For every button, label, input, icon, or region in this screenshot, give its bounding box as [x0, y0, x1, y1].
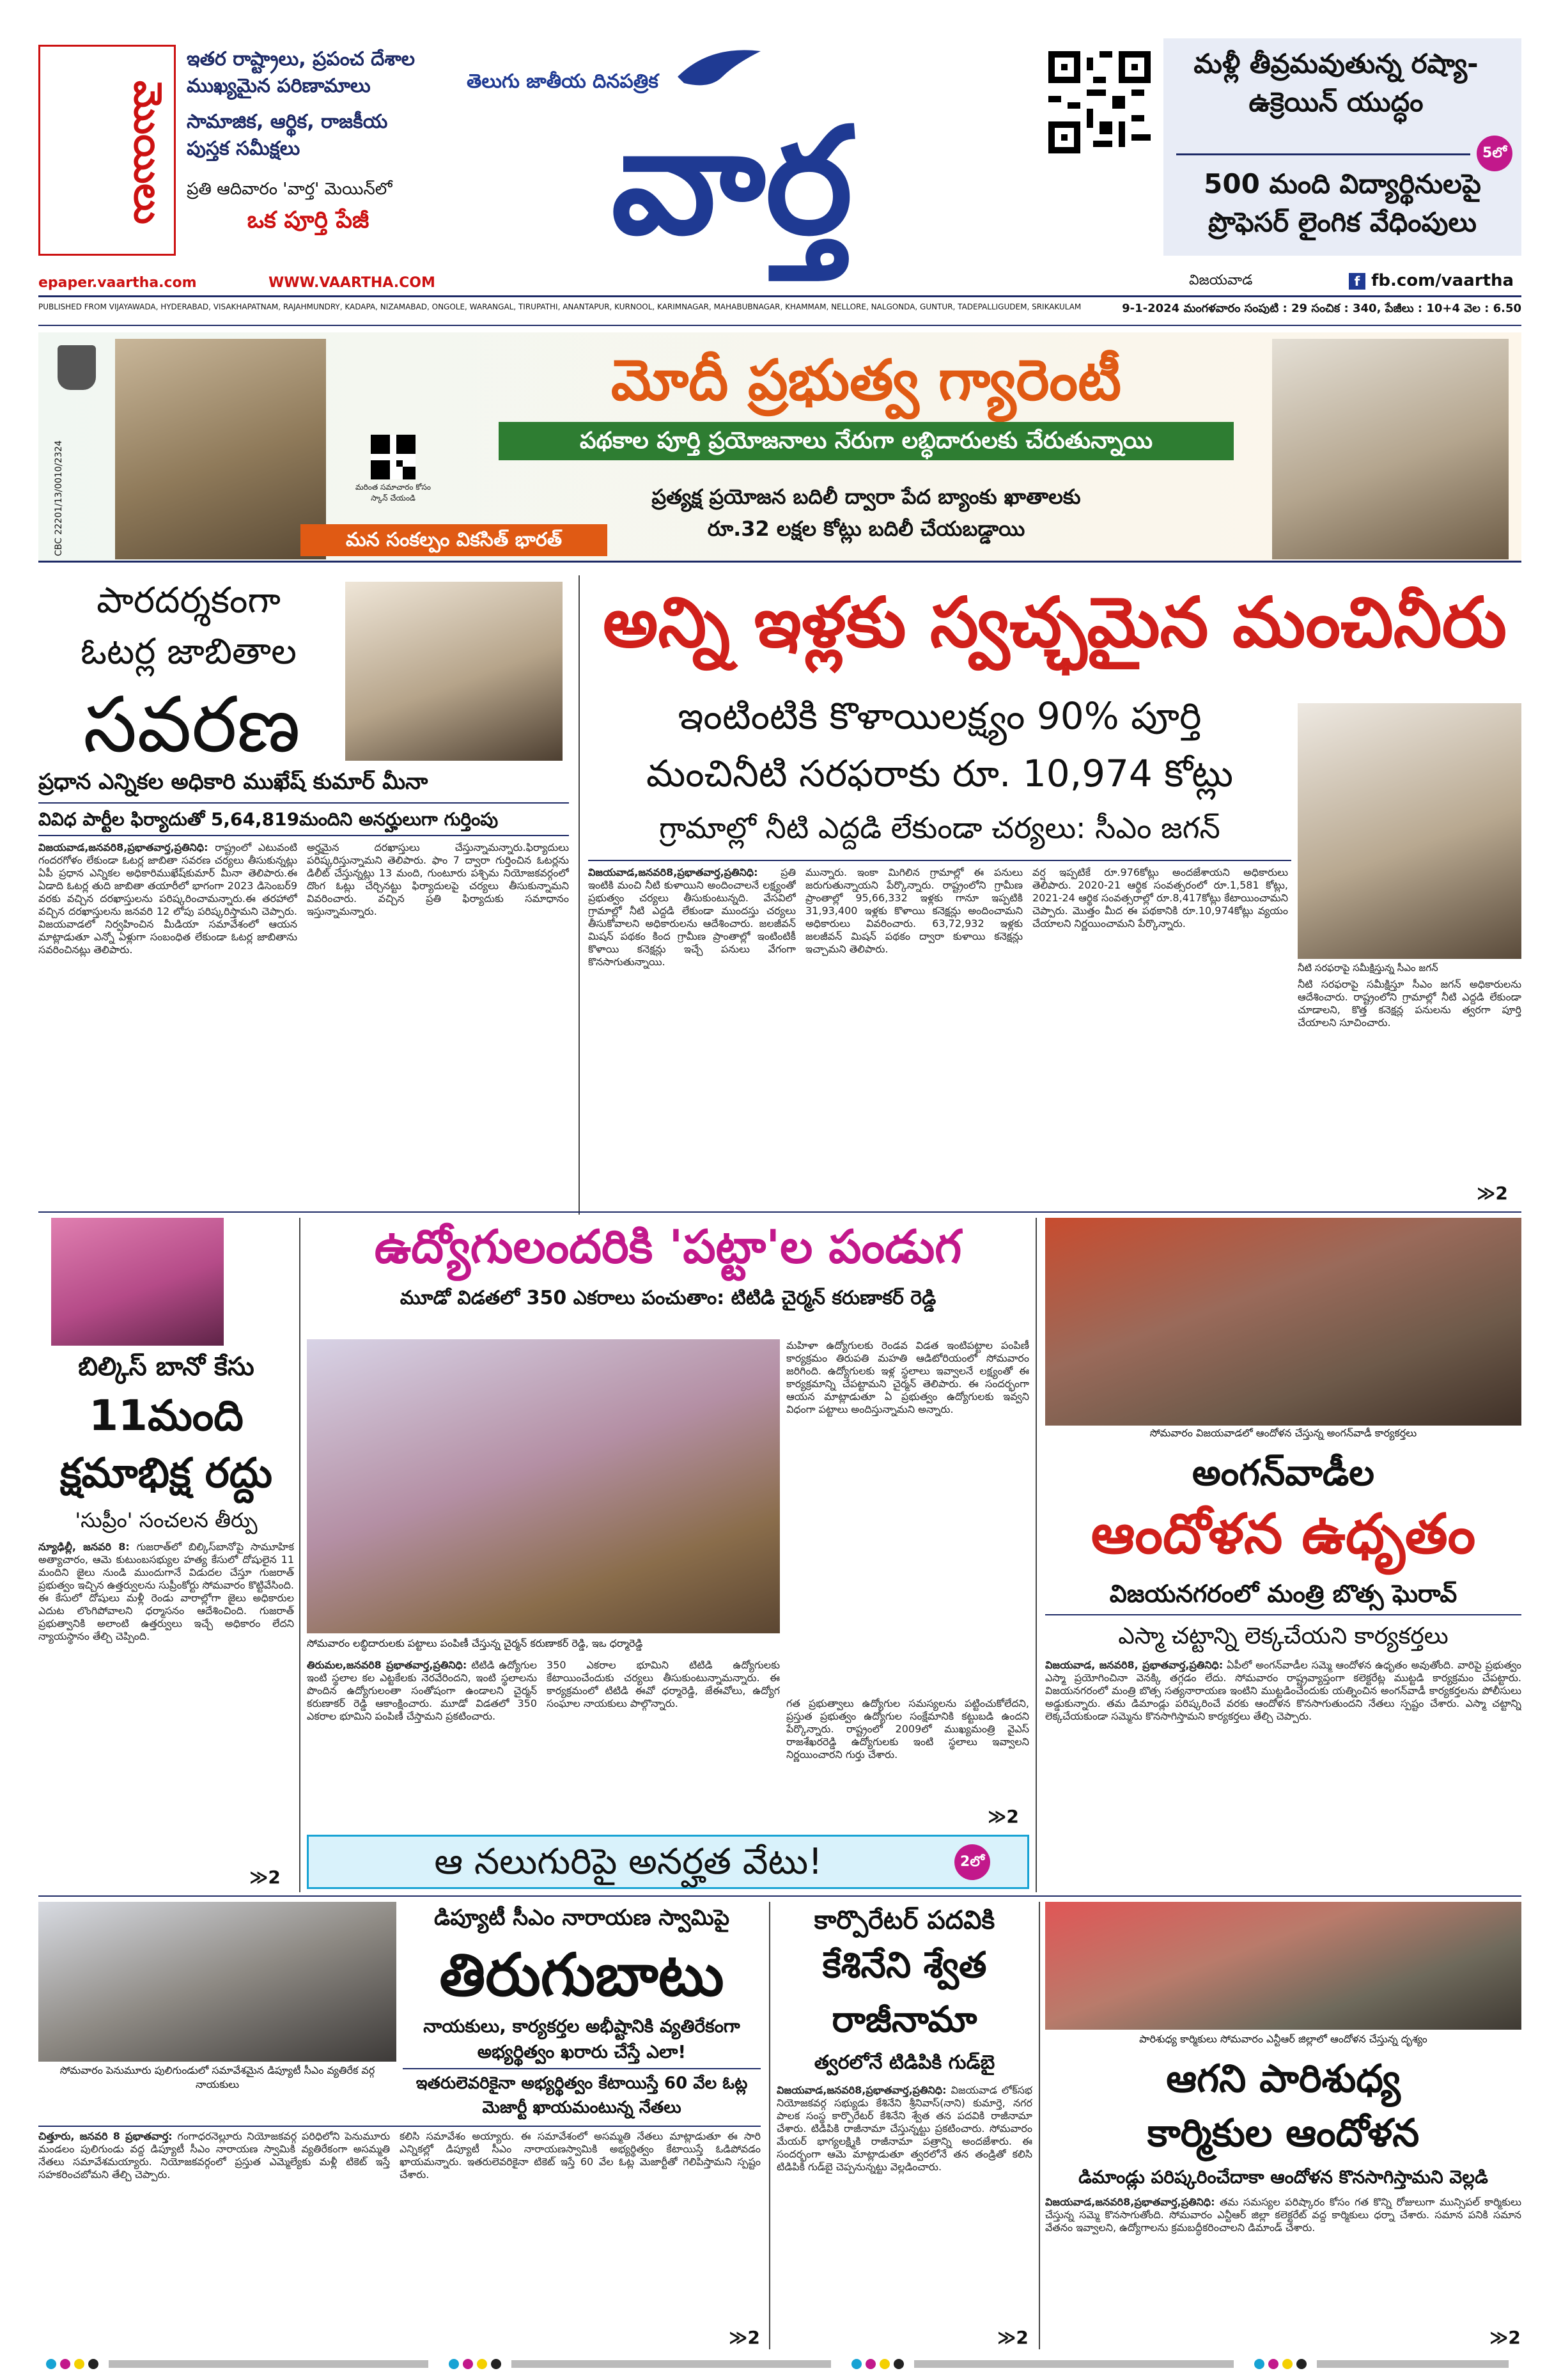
ear-right-page-badge: 5లో [1477, 136, 1512, 171]
ear-right-divider [1176, 153, 1470, 155]
banner-text: ఆ నలుగురిపై అనర్హత వేటు! [434, 1841, 823, 1883]
ear-left-highlight: ఒక పూర్తి పేజీ [247, 207, 369, 233]
ear-left [38, 38, 428, 256]
website-link[interactable]: WWW.VAARTHA.COM [268, 275, 435, 291]
bilkis-photo [51, 1218, 224, 1346]
bilkis-headline-2: క్షమాభిక్ష రద్దు [60, 1450, 272, 1497]
anganwadi-deck-1: విజయనగరంలో మంత్రి బొత్స ఘెరావ్ [1109, 1580, 1457, 1608]
voters-body-col-2: అర్హమైన దరఖాస్తులు చేస్తున్నామన్నారు.ఫిర్యాదులు పరిష్కరిస్తున్నామని తెలిపారు. ఫాం 7 ద్వారా గుర్తించిన ఓటర్లను డిలీట్ చేస్తున్నట్లు 13 మంది, గుంటూరు పశ్చిమ నియోజకవర్గంలో దొంగ ఓట్లు చేర్చినట్టు ఫిర్యాదులపై చర్యలు తీసుకున్నామని వివరించారు. వచ్చిన ప్రతి ఫిర్యాదుకు సమాధానం ఇస్తున్నామన్నారు. [307, 841, 569, 917]
pattalu-deck: మూడో విడతలో 350 ఎకరాలు పంచుతాం: టిటిడి చైర్మన్ కరుణాకర్ రెడ్డి [400, 1287, 936, 1309]
narayana-caption: సోమవారం పెనుమూరు పులిగుండులో సమావేశమైన డిప్యూటీ సీఎం వ్యతిరేక వర్గ నాయకులు [59, 2064, 375, 2090]
bilkis-body [38, 1541, 294, 1889]
voters-deck: వివిధ పార్టీల ఫిర్యాదుతో 5,64,819మందిని అనర్హులుగా గుర్తింపు [38, 809, 499, 830]
ear-right-item-2[interactable]: 500 మంది విద్యార్థినులపై ప్రొఫెసర్ లైంగిక వేధింపులు [1204, 168, 1481, 238]
swetha-body [777, 2084, 1032, 2346]
voters-kicker-1: పారదర్శకంగా [97, 580, 281, 621]
narayana-text-1: గంగాధరనెల్లూరు నియోజకవర్గ పరిధిలోని పెనుమూరు మండలం పులిగుండు వద్ద డిప్యూటీ సీఎం నారాయణ స్వామికి వ్యతిరేకంగా అసమ్మతి నేతలు సమావేశమయ్యారు. నియోజకవర్గంలో ప్రస్తుత ఎమ్మెల్యేకు మళ్లీ టికెట్ ఇస్తే సహకరించబోమని తేల్చి చెప్పారు. [38, 2130, 390, 2181]
water-text-1: ప్రతి ఇంటికి మంచి నీటి కుళాయిని అందించాలనే లక్ష్యంతో ప్రభుత్వం చర్యలు తీసుకుంటున్నది. వేసవిలో గ్రామాల్లో నీటి ఎద్దడి లేకుండా ముందస్తు చర్యలు తీసుకోవాలని అధికారులను ఆదేశించారు. జలజీవన్ మిషన్ పథకం కింద గ్రామీణ ప్రాంతాల్లో ఇంటింటికీ కొళాయి కనెక్షన్లు ఇచ్చే పనులు వేగంగా కొనసాగుతున్నాయి. [588, 866, 796, 968]
water-headline: అన్ని ఇళ్లకు స్వచ్ఛమైన మంచినీరు [603, 583, 1507, 663]
dove-icon [671, 38, 767, 102]
water-rule [588, 860, 1291, 861]
edition-city: విజయవాడ [1189, 272, 1253, 288]
pattalu-photo [307, 1339, 780, 1633]
ad-photo-woman [115, 339, 326, 559]
ear-left-line-2: సామాజిక, ఆర్థిక, రాజకీయ పుస్తక సమీక్షలు [187, 111, 388, 160]
ear-right-item-1[interactable]: మళ్లీ తీవ్రమవుతున్న రష్యా-ఉక్రెయిన్ యుద్ధం [1193, 48, 1479, 118]
pattalu-text-1: టిటిడి ఉద్యోగుల ఇంటి స్థలాల కల ఎట్టకేలకు నెరవేరిందని, ఇంటి స్థలాలను పొందిన ఉద్యోగులంతా సంతోషంగా ఉండాలని చైర్మన్ కరుణాకర్ రెడ్డి ఆకాంక్షించారు. మూడో విడతలో 350 ఎకరాల భూమిని పంపిణీ చేస్తామని ప్రకటించారు. [307, 1659, 537, 1722]
masthead-rule-bottom [38, 325, 1521, 326]
ear-left-line-1: ఇతర రాష్ట్రాలు, ప్రపంచ దేశాల ముఖ్యమైన పరిణామాలు [187, 48, 416, 97]
sanitation-dateline: విజయవాడ,జనవరి8,ప్రభాతవార్త,ప్రతినిధి: [1045, 2196, 1215, 2208]
narayana-rule-2 [38, 2126, 761, 2127]
anganwadi-headline: ఆందోళన ఉధృతం [1091, 1502, 1476, 1566]
sanitation-photo [1045, 1902, 1521, 2030]
narayana-photo [38, 1902, 396, 2062]
voters-dateline: విజయవాడ,జనవరి8,ప్రభాతవార్త,ప్రతినిధి: [38, 841, 208, 853]
ear-right [1163, 38, 1521, 256]
epaper-link[interactable]: epaper.vaartha.com [38, 275, 197, 291]
swetha-deck: త్వరలోనే టిడిపికి గుడ్‌బై [814, 2051, 995, 2074]
water-dateline: విజయవాడ,జనవరి8,ప్రభాతవార్త,ప్రతినిధి: [588, 866, 758, 878]
ear-left-line-3: ప్రతి ఆదివారం 'వార్త' మెయిన్‌లో [187, 180, 392, 199]
column-rule-5 [1039, 1902, 1040, 2349]
water-deck-2: మంచినీటి సరఫరాకు రూ. 10,974 కోట్లు [646, 752, 1234, 795]
ad-qr-icon [371, 435, 416, 479]
published-from: PUBLISHED FROM VIJAYAWADA, HYDERABAD, VISAKHAPATNAM, RAJAHMUNDRY, KADAPA, NIZAMABAD, ONGOLE, WARANGAL, TIRUPATHI, ANANTAPUR, KURNOOL, KARIMNAGAR, MAHABUBNAGAR, KHAMMAM, NELLORE, NALGONDA, GUNTUR, TADEPALLIGUDEM, SRIKAKULAM [38, 302, 1082, 311]
sanitation-deck: డిమాండ్లు పరిష్కరించేదాకా ఆందోళన కొనసాగిస్తామని వెల్లడి [1078, 2166, 1488, 2188]
voters-text-1: రాష్ట్రంలో ఎటువంటి గందరగోళం లేకుండా ఓటర్ల జాబితా సవరణ చర్యలు తీసుకున్నట్లు ఏపీ ప్రధాన ఎన్నికల అధికారిముఖేష్‌కుమార్ మీనా తెలిపారు.ఈ ఏడాది ఓటర్ల తుది జాబితా తయారీలో భాగంగా 2023 డిసెంబర్‌9 వరకు వచ్చిన దరఖాస్తులను పరిష్కరించామన్నారు.ఈ తరహాలో వచ్చిన దరఖాస్తులను జనవరి 12 లోపు పరిష్కరిస్తామని చెప్పారు. విజయవాడలో నిర్వహించిన మీడియా సమావేశంలో ఆయన మాట్లాడుతూ ఎన్నో ఏళ్లుగా సంబంధిత లేకుండా ఓటర్ల జాబితాను సవరించినట్లు తెలిపారు. [38, 841, 297, 956]
anganwadi-body [1045, 1659, 1521, 1892]
water-deck-1: ఇంటింటికి కొళాయిలక్ష్యం 90% పూర్తి [678, 694, 1202, 738]
water-body-col-4: నీటి సరఫరాపై సమీక్షిస్తూ సీఎం జగన్ అధికారులను ఆదేశించారు. రాష్ట్రంలోని గ్రామాల్లో నీటి ఎద్దడి లేకుండా చూడాలని, కొత్త కనెక్షన్ల పనులను త్వరగా పూర్తి చేయాలని సూచించారు. [1298, 978, 1521, 1029]
narayana-kicker: డిప్యూటీ సీఎం నారాయణ స్వామిపై [433, 1905, 730, 1931]
swetha-dateline: విజయవాడ,జనవరి8,ప్రభాతవార్త,ప్రతినిధి: [777, 2084, 947, 2096]
swetha-continued-link[interactable]: ≫2 [997, 2327, 1029, 2348]
registration-marks [38, 2358, 1521, 2370]
narayana-body-col-1 [38, 2130, 390, 2347]
swetha-headline-1: కేశినేని శ్వేత [822, 1945, 987, 1986]
registration-dots-left [46, 2359, 98, 2369]
voters-rule [38, 802, 569, 804]
voters-subhead: ప్రధాన ఎన్నికల అధికారి ముఖేష్ కుమార్ మీనా [38, 769, 428, 795]
ear-left-brand: మొయిలు [125, 80, 170, 224]
column-rule-4 [769, 1902, 770, 2349]
anganwadi-deck-2: ఎస్మా చట్టాన్ని లెక్కచేయని కార్యకర్తలు [1118, 1623, 1449, 1649]
narayana-headline: తిరుగుబాటు [439, 1941, 724, 2009]
registration-marks-svg [38, 2358, 1521, 2370]
water-continued-link[interactable]: ≫2 [1477, 1183, 1508, 1204]
bilkis-text: గుజరాత్‌లో బిల్కిస్‌బానోపై సామూహిక అత్యాచారం, ఆమె కుటుంబసభ్యుల హత్య కేసులో దోషులైన 11 మందిని జైలు నుండి ముందుగానే విడుదల చేస్తూ గుజరాత్ ప్రభుత్వం ఇచ్చిన ఉత్తర్వులను సుప్రీంకోర్టు సోమవారం కొట్టివేసింది. ఈ కేసులో దోషులు మళ్లీ రెండు వారాల్లోగా జైలు అధికారుల ఎదుట లొంగిపోవాలని ధర్మాసనం ఆదేశించింది. గుజరాత్ ప్రభుత్వానికి అలాంటి ఉత్తర్వులు ఇచ్చే అధికారం లేదని న్యాయస్థానం తేల్చి చెప్పింది. [38, 1541, 294, 1642]
section-rule-1 [38, 1211, 1521, 1213]
swetha-text: విజయవాడ లోక్‌సభ నియోజకవర్గ సభ్యుడు కేశినేని శ్రీనివాస్(నాని) కుమార్తె, నగర పాలక సంస్థ కార్పొరేటర్ కేశినేని శ్వేత తన పదవికి రాజీనామా చేశారు. టిడిపికి రాజీనామా చేస్తున్నట్టు ప్రకటించారు. సోమవారం మేయర్ భాగ్యలక్ష్మికి రాజీనామా పత్రాన్ని అందజేశారు. ఈ సందర్భంగా ఆమె మాట్లాడుతూ త్వరలోనే తన తండ్రితో కలిసి టిడిపికి గుడ్‌బై చెప్పనున్నట్టు వెల్లడించారు. [777, 2084, 1032, 2173]
ad-emblem-icon [58, 345, 96, 390]
narayana-dateline: చిత్తూరు, జనవరి 8 ప్రభాతవార్త: [38, 2130, 173, 2142]
facebook-link[interactable] [1349, 271, 1514, 290]
voters-photo-meena [345, 582, 563, 761]
bilkis-kicker: బిల్కిస్ బానో కేసు [78, 1352, 254, 1381]
water-deck-3: గ్రామాల్లో నీటి ఎద్దడి లేకుండా చర్యలు: సీఎం జగన్ [659, 811, 1220, 845]
sanitation-caption: పారిశుధ్య కార్మికులు సోమవారం ఎన్టీఆర్ జిల్లాలో ఆందోళన చేస్తున్న దృశ్యం [1139, 2033, 1427, 2045]
ad-line-2: రూ.32 లక్షల కోట్లు బదిలీ చేయబడ్డాయి [707, 517, 1025, 541]
sanitation-headline-2: కార్మికుల ఆందోళన [1147, 2111, 1420, 2156]
narayana-continued-link[interactable]: ≫2 [729, 2327, 760, 2348]
pattalu-caption: సోమవారం లబ్ధిదారులకు పట్టాలు పంపిణీ చేస్తున్న చైర్మన్ కరుణాకర్ రెడ్డి, ఇఒ ధర్మారెడ్డి [307, 1637, 643, 1649]
pattalu-headline: ఉద్యోగులందరికి 'పట్టా'ల పండుగ [374, 1220, 962, 1273]
ear-left-brand-box [38, 45, 176, 256]
narayana-deck-2: ఇతరులెవరికైనా అభ్యర్థిత్వం కేటాయిస్తే 60 వేల ఓట్ల మెజార్టీ ఖాయమంటున్న నేతలు [416, 2074, 748, 2117]
masthead-tagline: తెలుగు జాతీయ దినపత్రిక [467, 70, 658, 93]
facebook-handle: fb.com/vaartha [1371, 271, 1514, 290]
ad-subtitle: పథకాల పూర్తి ప్రయోజనాలు నేరుగా లబ్ధిదారులకు చేరుతున్నాయి [499, 422, 1234, 460]
qr-code-icon[interactable] [1048, 51, 1151, 153]
anganwadi-photo [1045, 1218, 1521, 1426]
water-caption: నీటి సరఫరాపై సమీక్షిస్తున్న సీఎం జగన్ [1298, 962, 1438, 974]
bilkis-dateline: న్యూఢిల్లీ, జనవరి 8: [38, 1541, 130, 1553]
column-rule-1 [579, 575, 580, 1215]
pattalu-continued-link[interactable]: ≫2 [988, 1806, 1019, 1827]
sanitation-headline-1: ఆగని పారిశుధ్య [1166, 2057, 1401, 2101]
anganwadi-caption: సోమవారం విజయవాడలో ఆందోళన చేస్తున్న అంగన్‌వాడీ కార్యకర్తలు [1149, 1427, 1417, 1439]
narayana-body-col-2: కలిసి సమావేశం అయ్యారు. ఈ సమావేశంలో అసమ్మతి నేతలు మాట్లాడుతూ ఈ సారి ఎన్నికల్లో డిప్యూటీ సీఎం నారాయణస్వామికి అభ్యర్థిత్వం కేటాయిస్తే ఓడిపోవడం ఖాయమన్నారు. ఇతరులెవరికైనా టికెట్ ఇస్తే 60 వేల ఓట్ల మెజార్టీతో గెలిపిస్తామని స్పష్టం చేశారు. [400, 2130, 761, 2181]
sanitation-text: తమ సమస్యల పరిష్కారం కోసం గత కొన్ని రోజులుగా మున్సిపల్ కార్మికులు చేస్తున్న సమ్మె కొనసాగుతోంది. సోమవారం ఎన్టీఆర్ జిల్లా కలెక్టరేట్ వద్ద కార్మికులు ధర్నా చేశారు. సమాన పనికి సమాన వేతనం ఇవ్వాలని, ఉద్యోగాలను క్రమబద్ధీకరించాలని డిమాండ్ చేశారు. [1045, 2196, 1521, 2234]
swetha-kicker: కార్పొరేటర్ పదవికి [814, 1906, 995, 1935]
voters-rule-2 [38, 835, 569, 836]
water-body-col-3: వర్ష ఇప్పటికే రూ.976కోట్లు అందజేశాయని అధికారులు తెలిపారు. 2020-21 ఆర్థిక సంవత్సరంలో రూ.1,581 కోట్లు, 2021-24 ఆర్థిక సంవత్సరాల్లో రూ.8,417కోట్లు కేటాయించామని చెప్పారు. మొత్తం మీద ఈ పథకానికి రూ.10,974కోట్లు వ్యయం చేయాలని నిర్ణయించామని పేర్కొన్నారు. [1032, 866, 1288, 929]
anganwadi-kicker: అంగన్‌వాడీల [1192, 1452, 1374, 1494]
water-body-col-1 [588, 866, 796, 1205]
disqualification-banner[interactable] [307, 1835, 1029, 1889]
voters-headline: సవరణ [83, 681, 300, 770]
anganwadi-dateline: విజయవాడ, జనవరి8, ప్రభాతవార్త,ప్రతినిధి: [1045, 1659, 1224, 1671]
pattalu-body-col-2: 350 ఎకరాల భూమిని టిటిడి ఉద్యోగులకు కేటాయించేందుకు చర్యలు తీసుకుంటున్నామన్నారు. ఈ కార్యక్రమంలో టిటిడి ఈవో ధర్మారెడ్డి, జేఈవోలు, ఉద్యోగ సంఘాల నాయకులు పాల్గొన్నారు. [547, 1659, 780, 1709]
gov-advertisement[interactable] [38, 332, 1521, 563]
masthead-title: వార్త [611, 97, 853, 267]
anganwadi-text: ఏపీలో అంగన్‌వాడీల సమ్మె ఆందోళన ఉధృతం అవుతోంది. వారిపై ప్రభుత్వం ఎస్మా ప్రయోగించినా వెనక్కి తగ్గడం లేదు. సోమవారం రాష్ట్రవ్యాప్తంగా కలెక్టరేట్ల ముట్టడి కార్యక్రమం చేపట్టారు. విజయనగరంలో మంత్రి బొత్స సత్యనారాయణ ఇంటిని ముట్టడించేందుకు యత్నించిన అంగన్‌వాడీ కార్యకర్తలను పోలీసులు అడ్డుకున్నారు. తమ డిమాండ్లు పరిష్కరించే వరకు ఆందోళన కొనసాగుతుందని నేతలు స్పష్టం చేశారు. ఎస్మా చట్టాన్ని లెక్కచేయకుండా సమ్మెను కొనసాగిస్తామని కార్యకర్తలు తేల్చి చెప్పారు. [1045, 1659, 1521, 1722]
bilkis-headline-1: 11మంది [89, 1391, 244, 1440]
ad-photo-modi [1272, 339, 1509, 559]
narayana-deck-1: నాయకులు, కార్యకర్తల అభీష్టానికి వ్యతిరేకంగా అభ్యర్థిత్వం ఖరారు చేస్తే ఎలా! [423, 2016, 740, 2062]
voters-kicker-2: ఓటర్ల జాబితాల [81, 631, 297, 673]
pattalu-body-col-1 [307, 1659, 537, 1822]
bilkis-continued-link[interactable]: ≫2 [249, 1867, 281, 1888]
facebook-icon: f [1349, 273, 1365, 290]
pattalu-body-col-3: గత ప్రభుత్వాలు ఉద్యోగుల సమస్యలను పట్టించుకోలేదని, ప్రస్తుత ప్రభుత్వం ఉద్యోగుల సంక్షేమానికి కట్టుబడి ఉందని పేర్కొన్నారు. రాష్ట్రంలో 2009లో ముఖ్యమంత్రి వైఎస్ రాజశేఖరరెడ్డి ఉద్యోగులకు ఇంటి స్థలాలు ఇవ్వాలని నిర్ణయించారని గుర్తు చేశారు. [786, 1697, 1029, 1761]
ad-code: CBC 22201/13/0010/2324 [54, 440, 64, 556]
ad-line-1: ప్రత్యక్ష ప్రయోజన బదిలీ ద్వారా పేద బ్యాంకు ఖాతాలకు [651, 485, 1081, 509]
pattalu-body-side: మహిళా ఉద్యోగులకు రెండవ విడత ఇంటిపట్టాల పంపిణీ కార్యక్రమం తిరుపతి మహతి ఆడిటోరియంలో సోమవారం జరిగింది. ఉద్యోగులకు ఇళ్ల స్థలాలు ఇవ్వాలనే లక్ష్యంతో ఈ కార్యక్రమాన్ని చేపట్టామని చైర్మన్ తెలిపారు. ఈ సందర్భంగా ఆయన మాట్లాడుతూ ఏ ప్రభుత్వం ఉద్యోగులకు ఇవ్వని విధంగా పట్టాలు అందిస్తున్నామని అన్నారు. [786, 1339, 1029, 1415]
masthead-rule [38, 295, 1521, 297]
banner-page-badge: 2లో [954, 1844, 990, 1880]
swetha-headline-2: రాజీనామా [832, 1999, 977, 2041]
pattalu-dateline: తిరుమల,జనవరి8 ప్రభాతవార్త,ప్రతినిధి: [307, 1659, 467, 1671]
sanitation-continued-link[interactable]: ≫2 [1489, 2327, 1521, 2348]
water-body-col-2: మున్నారు. ఇంకా మిగిలిన గ్రామాల్లో ఈ పనులు జరుగుతున్నాయని పేర్కొన్నారు. రాష్ట్రంలోని గ్రామీణ ప్రాంతాల్లో 95,66,332 ఇళ్లకు గానూ ఇప్పటికి 31,93,400 ఇళ్లకు కొళాయి కనెక్షన్లు అందించామని అధికారులు వివరించారు. 63,72,932 ఇళ్లకు జలజీవన్ మిషన్ పథకం ద్వారా కుళాయి కనెక్షన్లు ఇచ్చామని తెలిపారు. [805, 866, 1023, 955]
ad-qr-caption: మరింత సమాచారం కోసం స్కాన్ చేయండి [355, 483, 431, 502]
water-photo-cm [1298, 703, 1521, 959]
section-rule-2 [38, 1895, 1521, 1897]
anganwadi-rule [1045, 1614, 1521, 1615]
bilkis-deck: 'సుప్రీం' సంచలన తీర్పు [75, 1508, 258, 1532]
narayana-rule [403, 2068, 761, 2069]
column-rule-3 [1036, 1218, 1037, 1892]
ad-title: మోదీ ప్రభుత్వ గ్యారెంటీ [610, 347, 1122, 413]
sanitation-body [1045, 2196, 1521, 2346]
column-rule-2 [299, 1218, 300, 1892]
ad-slogan: మన సంకల్పం వికసిత్ భారత్ [300, 524, 607, 556]
voters-body-col-1 [38, 841, 297, 1206]
dateline-bar: 9-1-2024 మంగళవారం సంపుటి : 29 సంచిక : 340, పేజీలు : 10+4 వెల : 6.50 [1122, 302, 1521, 315]
